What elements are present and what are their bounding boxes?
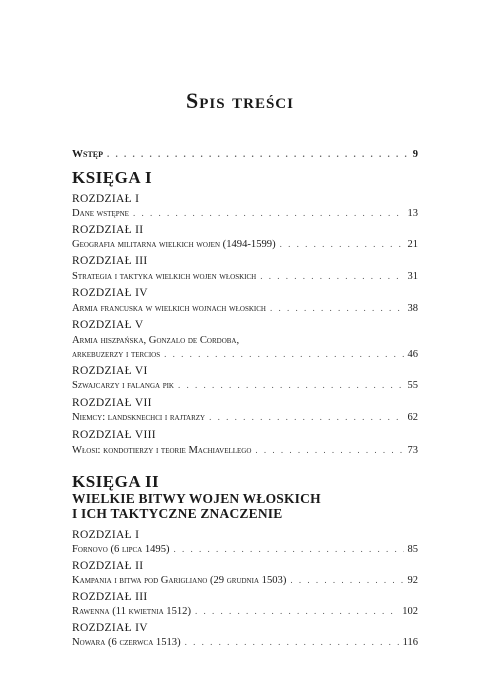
book-subtitle: WIELKIE BITWY WOJEN WŁOSKICH xyxy=(72,491,321,506)
leader-dots xyxy=(290,575,403,585)
page-number: 92 xyxy=(407,575,418,586)
page-number: 55 xyxy=(407,380,418,391)
toc-entry-intro[interactable] xyxy=(72,148,418,160)
entry-title: Wstęp xyxy=(72,148,104,160)
book-subtitle: I ICH TAKTYCZNE ZNACZENIE xyxy=(72,506,283,521)
toc-entry[interactable] xyxy=(72,349,418,360)
leader-dots xyxy=(185,637,399,647)
leader-dots xyxy=(209,412,403,422)
toc-entry[interactable] xyxy=(72,445,418,456)
toc-entry[interactable] xyxy=(72,637,418,648)
leader-dots xyxy=(174,544,404,554)
leader-dots xyxy=(255,445,403,455)
entry-title: Armia francuska w wielkich wojnach włoskich xyxy=(72,303,266,314)
toc-entry[interactable] xyxy=(72,303,418,314)
entry-title: arkebuzerzy i tercios xyxy=(72,349,161,360)
page-number: 38 xyxy=(407,303,418,314)
page-number: 85 xyxy=(407,544,418,555)
chapter-label: ROZDZIAŁ III xyxy=(72,591,148,603)
chapter-label: ROZDZIAŁ III xyxy=(72,255,148,267)
entry-title: Niemcy: landsknechci i rajtarzy xyxy=(72,412,206,423)
leader-dots xyxy=(107,149,409,159)
chapter-label: ROZDZIAŁ IV xyxy=(72,622,148,634)
book-heading: KSIĘGA II xyxy=(72,472,160,491)
toc-entry[interactable] xyxy=(72,239,418,250)
leader-dots xyxy=(270,303,404,313)
entry-title: Fornovo (6 lipca 1495) xyxy=(72,544,170,555)
entry-title: Włosi: kondotierzy i teorie Machiavellego xyxy=(72,445,252,456)
entry-title: Strategia i taktyka wielkich wojen włoskich xyxy=(72,271,257,282)
toc-entry[interactable] xyxy=(72,412,418,423)
chapter-label: ROZDZIAŁ I xyxy=(72,529,140,541)
book-heading: KSIĘGA I xyxy=(72,168,153,187)
leader-dots xyxy=(178,380,404,390)
entry-title: Geografia militarna wielkich wojen (1494-1599) xyxy=(72,239,276,250)
page-number: 13 xyxy=(407,208,418,219)
entry-title: Kampania i bitwa pod Garigliano (29 grudnia 1503) xyxy=(72,575,287,586)
page-number: 21 xyxy=(407,239,418,250)
toc-entry[interactable] xyxy=(72,271,418,282)
toc-entry[interactable] xyxy=(72,575,418,586)
leader-dots xyxy=(133,208,404,218)
page-number: 73 xyxy=(407,445,418,456)
entry-title-line: Armia hiszpańska, Gonzalo de Cordoba, xyxy=(72,335,240,346)
entry-title: Szwajcarzy i falanga pik xyxy=(72,380,174,391)
page-number: 9 xyxy=(412,149,418,160)
leader-dots xyxy=(164,349,403,359)
entry-title: Nowara (6 czerwca 1513) xyxy=(72,637,181,648)
chapter-label: ROZDZIAŁ IV xyxy=(72,287,148,299)
chapter-label: ROZDZIAŁ V xyxy=(72,319,144,331)
toc-entry[interactable] xyxy=(72,208,418,219)
page-number: 62 xyxy=(407,412,418,423)
leader-dots xyxy=(280,239,404,249)
page-title: Spis treści xyxy=(186,88,294,113)
chapter-label: ROZDZIAŁ II xyxy=(72,560,144,572)
page-number: 102 xyxy=(402,606,418,617)
entry-title: Rawenna (11 kwietnia 1512) xyxy=(72,606,191,617)
leader-dots xyxy=(260,271,403,281)
chapter-label: ROZDZIAŁ VII xyxy=(72,397,152,409)
chapter-label: ROZDZIAŁ VIII xyxy=(72,429,156,441)
page-number: 31 xyxy=(407,271,418,282)
entry-title: Dane wstępne xyxy=(72,208,129,219)
page-number: 116 xyxy=(402,637,418,648)
chapter-label: ROZDZIAŁ VI xyxy=(72,365,148,377)
chapter-label: ROZDZIAŁ I xyxy=(72,193,140,205)
page-number: 46 xyxy=(407,349,418,360)
toc-entry[interactable] xyxy=(72,544,418,555)
chapter-label: ROZDZIAŁ II xyxy=(72,224,144,236)
toc-entry[interactable] xyxy=(72,380,418,391)
leader-dots xyxy=(195,606,398,616)
toc-entry[interactable] xyxy=(72,606,418,617)
